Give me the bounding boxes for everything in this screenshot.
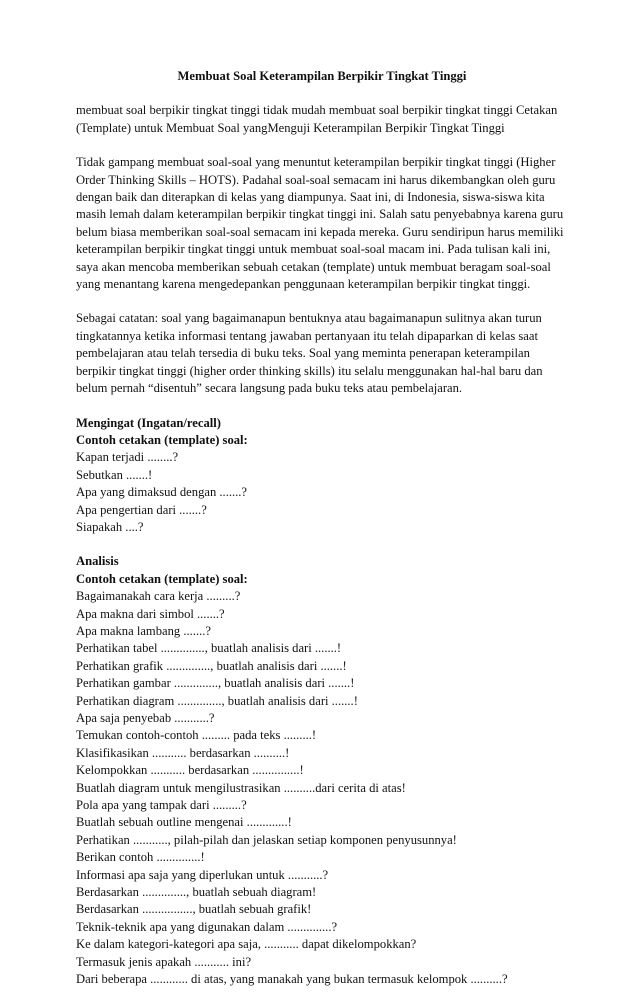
section-analisis — [76, 553, 568, 988]
question-item: Perhatikan grafik .............., buatlah analisis dari .......! — [76, 658, 347, 673]
question-item: Klasifikasikan ........... berdasarkan ..........! — [76, 745, 290, 760]
question-item: Apa makna lambang .......? — [76, 623, 211, 638]
question-item: Kapan terjadi ........? — [76, 450, 179, 465]
question-item: Bagaimanakah cara kerja .........? — [76, 589, 241, 604]
section-heading: Mengingat (Ingatan/recall) — [76, 415, 221, 430]
document-title: Membuat Soal Keterampilan Berpikir Tingkat Tinggi — [177, 69, 467, 83]
question-item: Ke dalam kategori-kategori apa saja, ........... dapat dikelompokkan? — [76, 937, 417, 952]
question-item: Temukan contoh-contoh ......... pada teks .........! — [76, 728, 317, 743]
section-heading: Analisis — [76, 554, 119, 569]
question-list — [76, 449, 568, 536]
question-item: Teknik-teknik apa yang digunakan dalam ..............? — [76, 919, 338, 934]
question-item: Perhatikan gambar .............., buatlah analisis dari .......! — [76, 676, 355, 691]
question-item: Apa pengertian dari .......? — [76, 502, 207, 517]
question-item: Perhatikan ..........., pilah-pilah dan jelaskan setiap komponen penyusunnya! — [76, 832, 457, 847]
question-item: Perhatikan tabel .............., buatlah analisis dari .......! — [76, 641, 342, 656]
question-item: Perhatikan diagram .............., buatlah analisis dari .......! — [76, 693, 358, 708]
question-item: Termasuk jenis apakah ........... ini? — [76, 954, 252, 969]
question-item: Sebutkan .......! — [76, 467, 153, 482]
question-item: Kelompokkan ........... berdasarkan ...............! — [76, 763, 304, 778]
question-item: Berikan contoh ..............! — [76, 850, 205, 865]
question-item: Pola apa yang tampak dari .........? — [76, 798, 247, 813]
question-item: Apa makna dari simbol .......? — [76, 606, 225, 621]
section-mengingat — [76, 415, 568, 537]
question-item: Buatlah sebuah outline mengenai .............! — [76, 815, 292, 830]
question-list — [76, 588, 568, 988]
intro-paragraph-3: Sebagai catatan: soal yang bagaimanapun bentuknya atau bagaimanapun sulitnya akan turun tingkatannya ketika informasi tentang jawaban pertanyaan itu telah dipaparkan di kelas saat pembelajaran atau telah tersedia di buku teks. Soal yang meminta penerapan keterampilan berpikir tingkat tinggi (higher order thinking skills) itu selalu menggunakan hal-hal baru dan belum pernah “disentuh” secara langsung pada buku teks atau pembelajaran. — [76, 311, 543, 396]
question-item: Buatlah diagram untuk mengilustrasikan ..........dari cerita di atas! — [76, 780, 406, 795]
question-item: Informasi apa saja yang diperlukan untuk ...........? — [76, 867, 329, 882]
question-item: Apa saja penyebab ...........? — [76, 711, 215, 725]
intro-paragraph-1: membuat soal berpikir tingkat tinggi tidak mudah membuat soal berpikir tingkat tinggi Cetakan (Template) untuk Membuat Soal yangMenguji Keterampilan Berpikir Tingkat Tinggi — [76, 103, 558, 135]
question-item: Apa yang dimaksud dengan .......? — [76, 485, 248, 500]
document-page — [76, 68, 568, 1006]
intro-paragraph-2: Tidak gampang membuat soal-soal yang menuntut keterampilan berpikir tingkat tinggi (Higher Order Thinking Skills – HOTS). Padahal soal-soal semacam ini harus dikembangkan oleh guru dengan baik dan diterapkan di kelas yang diampunya. Saat ini, di Indonesia, siswa-siswa kita masih lemah dalam keterampilan berpikir tingkat tinggi ini. Salah satu penyebabnya karena guru belum biasa memberikan soal-soal semacam ini kepada mereka. Guru sendiripun harus memiliki keterampilan berpikir tingkat tinggi untuk membuat soal-soal macam ini. Pada tulisan kali ini, saya akan mencoba memberikan sebuah cetakan (template) untuk membuat beragam soal-soal yang menantang karena mengedepankan penggunaan keterampilan berpikir tingkat tinggi. — [76, 155, 564, 292]
question-item: Dari beberapa ............ di atas, yang manakah yang bukan termasuk kelompok ..........? — [76, 972, 508, 987]
section-subheading: Contoh cetakan (template) soal: — [76, 571, 248, 586]
question-item: Berdasarkan ................, buatlah sebuah grafik! — [76, 902, 312, 917]
question-item: Siapakah ....? — [76, 519, 144, 534]
section-subheading: Contoh cetakan (template) soal: — [76, 432, 248, 447]
question-item: Berdasarkan .............., buatlah sebuah diagram! — [76, 885, 317, 900]
